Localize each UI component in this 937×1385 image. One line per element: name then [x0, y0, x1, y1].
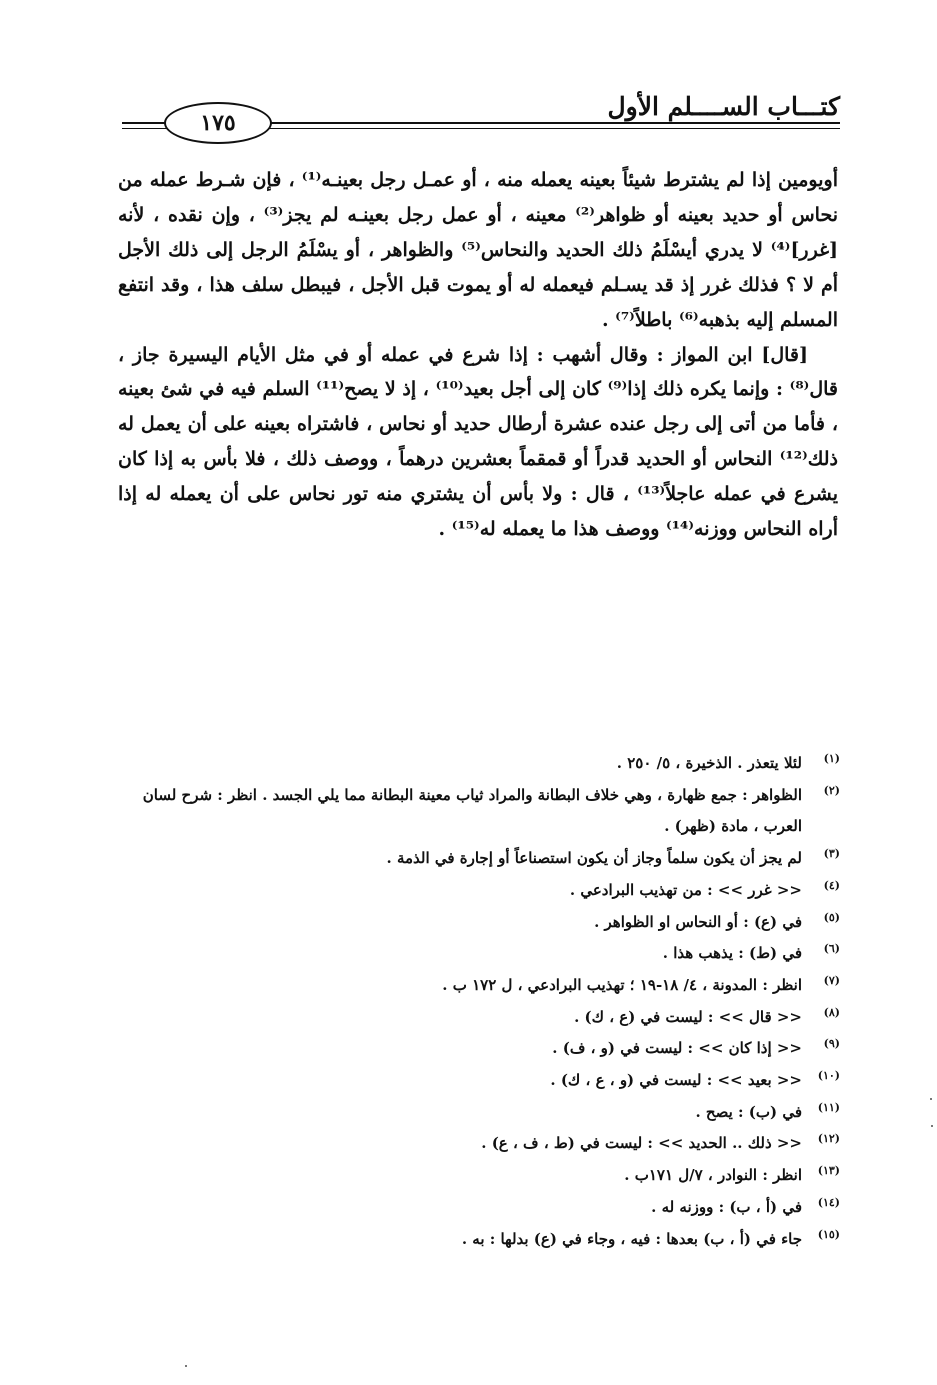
footnote: [118, 780, 840, 843]
footnote: [118, 843, 840, 875]
footnote: [118, 1192, 840, 1224]
footnotes: [118, 748, 840, 1255]
page-number-badge: ١٧٥: [164, 102, 272, 144]
footnote-text: << بعيد >> : ليست في (و ، ع ، ك) .: [550, 1071, 802, 1090]
footnote: [118, 1160, 840, 1192]
scan-speck: [930, 1098, 932, 1100]
scan-speck: [931, 1125, 933, 1127]
footnote: [118, 1224, 840, 1256]
main-text: [118, 163, 838, 547]
footnote-number: (١٢): [817, 1132, 840, 1146]
footnote-number: (٢): [823, 783, 840, 797]
footnote-text: في (ب) : يصح .: [695, 1102, 802, 1121]
footnote-text: << قال >> : ليست في (ع ، ك) .: [574, 1007, 802, 1026]
footnote-number: (١٥): [817, 1227, 840, 1241]
footnote: [118, 1128, 840, 1160]
footnote-number: (١٠): [817, 1069, 840, 1083]
footnote-text: انظر : النوادر ، ٧/ل ١٧١ب .: [624, 1166, 802, 1185]
scan-speck: [185, 1365, 187, 1367]
footnote-number: (٣): [823, 847, 840, 861]
footnote-text: انظر : المدونة ، ٤/ ١٨-١٩ ؛ تهذيب البرادعي ، ل ١٧٢ ب .: [442, 975, 802, 994]
footnote-text: لم يجز أن يكون سلماً وجاز أن يكون استصناعاً أو إجارة في الذمة .: [386, 849, 802, 868]
footnote: [118, 875, 840, 907]
book-title: كتـــاب الســــلم الأول: [607, 92, 840, 121]
footnote-text: في (أ ، ب) : ووزنه له .: [651, 1197, 802, 1216]
footnote: [118, 1002, 840, 1034]
footnote-number: (٩): [823, 1037, 840, 1051]
footnote-number: (٨): [823, 1005, 840, 1019]
page-header: [122, 92, 840, 142]
footnote-text: جاء في (أ ، ب) بعدها : فيه ، وجاء في (ع) بدلها : به .: [461, 1229, 802, 1248]
paragraph: أويومين إذا لم يشترط شيئاً بعينه يعمله منه ، أو عمـل رجل بعينـه⁽¹⁾ ، فإن شـرط عمله من نحاس أو حديد بعينه أو ظواهر⁽²⁾ معينه ، أو عمل رجل بعينـه لم يجز⁽³⁾ ، وإن نقده ، لأنه [غرر]⁽⁴⁾ لا يدري أيسْلَمُ ذلك الحديد والنحاس⁽⁵⁾ والظواهر ، أو يسْلَمُ الرجل إلى ذلك الأجل أم لا ؟ فذلك غرر إذ قد يسـلم فيعمله له أو يموت قبل الأجل ، فيبطل سلف هذا ، وقد انتفع المسلم إليه بذهبه⁽⁶⁾ باطلاً⁽⁷⁾ .: [118, 169, 839, 331]
footnote: [118, 1097, 840, 1129]
footnote-number: (١٤): [817, 1195, 840, 1209]
footnote-text: << غرر >> : من تهذيب البرادعي .: [569, 880, 802, 899]
footnote-number: (٤): [823, 878, 840, 892]
footnote-text: الظواهر : جمع ظهارة ، وهي خلاف البطانة والمراد ثياب معينة البطانة مما يلي الجسد . انظر : شرح لسان العرب ، مادة (ظهر) .: [142, 785, 802, 836]
footnote: [118, 1033, 840, 1065]
paragraph: [قال] ابن المواز : وقال أشهب : إذا شرع في عمله أو في مثل الأيام اليسيرة جاز ، قال⁽⁸⁾ : وإنما يكره ذلك إذا⁽⁹⁾ كان إلى أجل بعيد⁽¹⁰⁾ ، إذ لا يصح⁽¹¹⁾ السلم فيه في شئ بعينه ، فأما من أتى إلى رجل عنده عشرة أرطال حديد أو نحاس ، فاشتراه بعينه على أن يعمل له ذلك⁽¹²⁾ النحاس أو الحديد قدراً أو قمقماً بعشرين درهماً ، ووصف ذلك ، فلا بأس به إذا كان يشرع في عمله عاجلاً⁽¹³⁾ ، قال : ولا بأس أن يشتري منه تور نحاس على أن يعمله له إذا أراه النحاس ووزنه⁽¹⁴⁾ ووصف هذا ما يعمله له⁽¹⁵⁾ .: [118, 343, 839, 541]
footnote: [118, 938, 840, 970]
footnote-text: لئلا يتعذر . الذخيرة ، ٥/ ٢٥٠ .: [616, 754, 802, 772]
footnote-text: << ذلك .. الحديد >> : ليست في (ط ، ف ، ع) .: [481, 1134, 802, 1153]
footnote: [118, 748, 840, 780]
footnote: [118, 907, 840, 939]
footnote-number: (٦): [823, 942, 840, 956]
footnote-number: (١): [823, 752, 840, 765]
footnote-number: (١١): [817, 1100, 840, 1114]
footnote: [118, 1065, 840, 1097]
footnote-number: (١٣): [817, 1164, 840, 1178]
footnote-number: (٧): [823, 973, 840, 987]
footnote: [118, 970, 840, 1002]
footnote-text: في (ع) : أو النحاس او الظواهر .: [594, 912, 802, 931]
footnote-text: في (ط) : يذهب هذا .: [662, 944, 802, 963]
footnote-number: (٥): [823, 910, 840, 924]
footnote-text: << إذا كان >> : ليست في (و ، ف) .: [552, 1039, 802, 1058]
